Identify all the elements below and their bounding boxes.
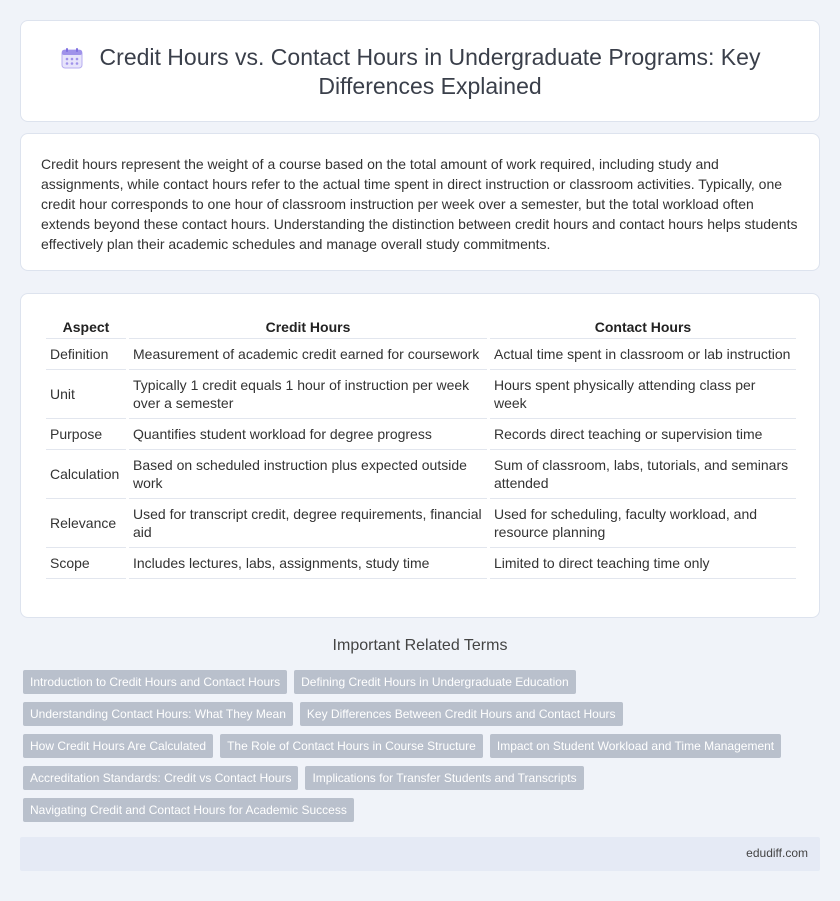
term-tag[interactable]: Defining Credit Hours in Undergraduate Education: [294, 670, 576, 694]
row-credit: Typically 1 credit equals 1 hour of instruction per week over a semester: [129, 370, 487, 419]
table-row: [46, 450, 796, 499]
table-row: [46, 548, 796, 579]
comparison-table: [43, 312, 799, 579]
row-contact: Actual time spent in classroom or lab instruction: [490, 339, 796, 370]
row-aspect: Definition: [46, 339, 126, 370]
term-tag[interactable]: Navigating Credit and Contact Hours for Academic Success: [23, 798, 354, 822]
comparison-table-card: [20, 293, 820, 618]
header-contact-hours: Contact Hours: [490, 312, 796, 339]
row-credit: Includes lectures, labs, assignments, study time: [129, 548, 487, 579]
page-title: Credit Hours vs. Contact Hours in Undergraduate Programs: Key Differences Explained: [99, 44, 761, 99]
row-aspect: Calculation: [46, 450, 126, 499]
row-credit: Measurement of academic credit earned for coursework: [129, 339, 487, 370]
table-row: [46, 499, 796, 548]
term-tag[interactable]: Key Differences Between Credit Hours and Contact Hours: [300, 702, 623, 726]
header-credit-hours: Credit Hours: [129, 312, 487, 339]
footer: [20, 837, 820, 871]
row-aspect: Purpose: [46, 419, 126, 450]
table-row: [46, 419, 796, 450]
term-tag[interactable]: The Role of Contact Hours in Course Structure: [220, 734, 483, 758]
row-credit: Quantifies student workload for degree progress: [129, 419, 487, 450]
related-terms-list: [23, 670, 823, 830]
row-contact: Records direct teaching or supervision time: [490, 419, 796, 450]
row-credit: Based on scheduled instruction plus expected outside work: [129, 450, 487, 499]
term-tag[interactable]: How Credit Hours Are Calculated: [23, 734, 213, 758]
title-card: [20, 20, 820, 122]
intro-card: [20, 133, 820, 271]
table-row: [46, 339, 796, 370]
row-contact: Hours spent physically attending class per week: [490, 370, 796, 419]
row-aspect: Relevance: [46, 499, 126, 548]
header-aspect: Aspect: [46, 312, 126, 339]
footer-site-link[interactable]: edudiff.com: [746, 846, 808, 860]
row-aspect: Scope: [46, 548, 126, 579]
intro-paragraph: Credit hours represent the weight of a course based on the total amount of work required, including study and assignments, while contact hours refer to the actual time spent in direct instruction or classroom activities. Typically, one credit hour corresponds to one hour of classroom instruction per week over a semester, but the total workload often extends beyond these contact hours. Understanding the distinction between credit hours and contact hours helps students effectively plan their academic schedules and manage overall study commitments.: [41, 156, 798, 252]
term-tag[interactable]: Impact on Student Workload and Time Management: [490, 734, 781, 758]
term-tag[interactable]: Accreditation Standards: Credit vs Contact Hours: [23, 766, 298, 790]
term-tag[interactable]: Introduction to Credit Hours and Contact Hours: [23, 670, 287, 694]
term-tag[interactable]: Implications for Transfer Students and Transcripts: [305, 766, 583, 790]
table-row: [46, 370, 796, 419]
row-credit: Used for transcript credit, degree requirements, financial aid: [129, 499, 487, 548]
row-contact: Sum of classroom, labs, tutorials, and seminars attended: [490, 450, 796, 499]
row-contact: Limited to direct teaching time only: [490, 548, 796, 579]
related-terms-heading: Important Related Terms: [332, 637, 508, 654]
term-tag[interactable]: Understanding Contact Hours: What They Mean: [23, 702, 293, 726]
row-aspect: Unit: [46, 370, 126, 419]
row-contact: Used for scheduling, faculty workload, and resource planning: [490, 499, 796, 548]
table-header-row: [46, 312, 796, 339]
